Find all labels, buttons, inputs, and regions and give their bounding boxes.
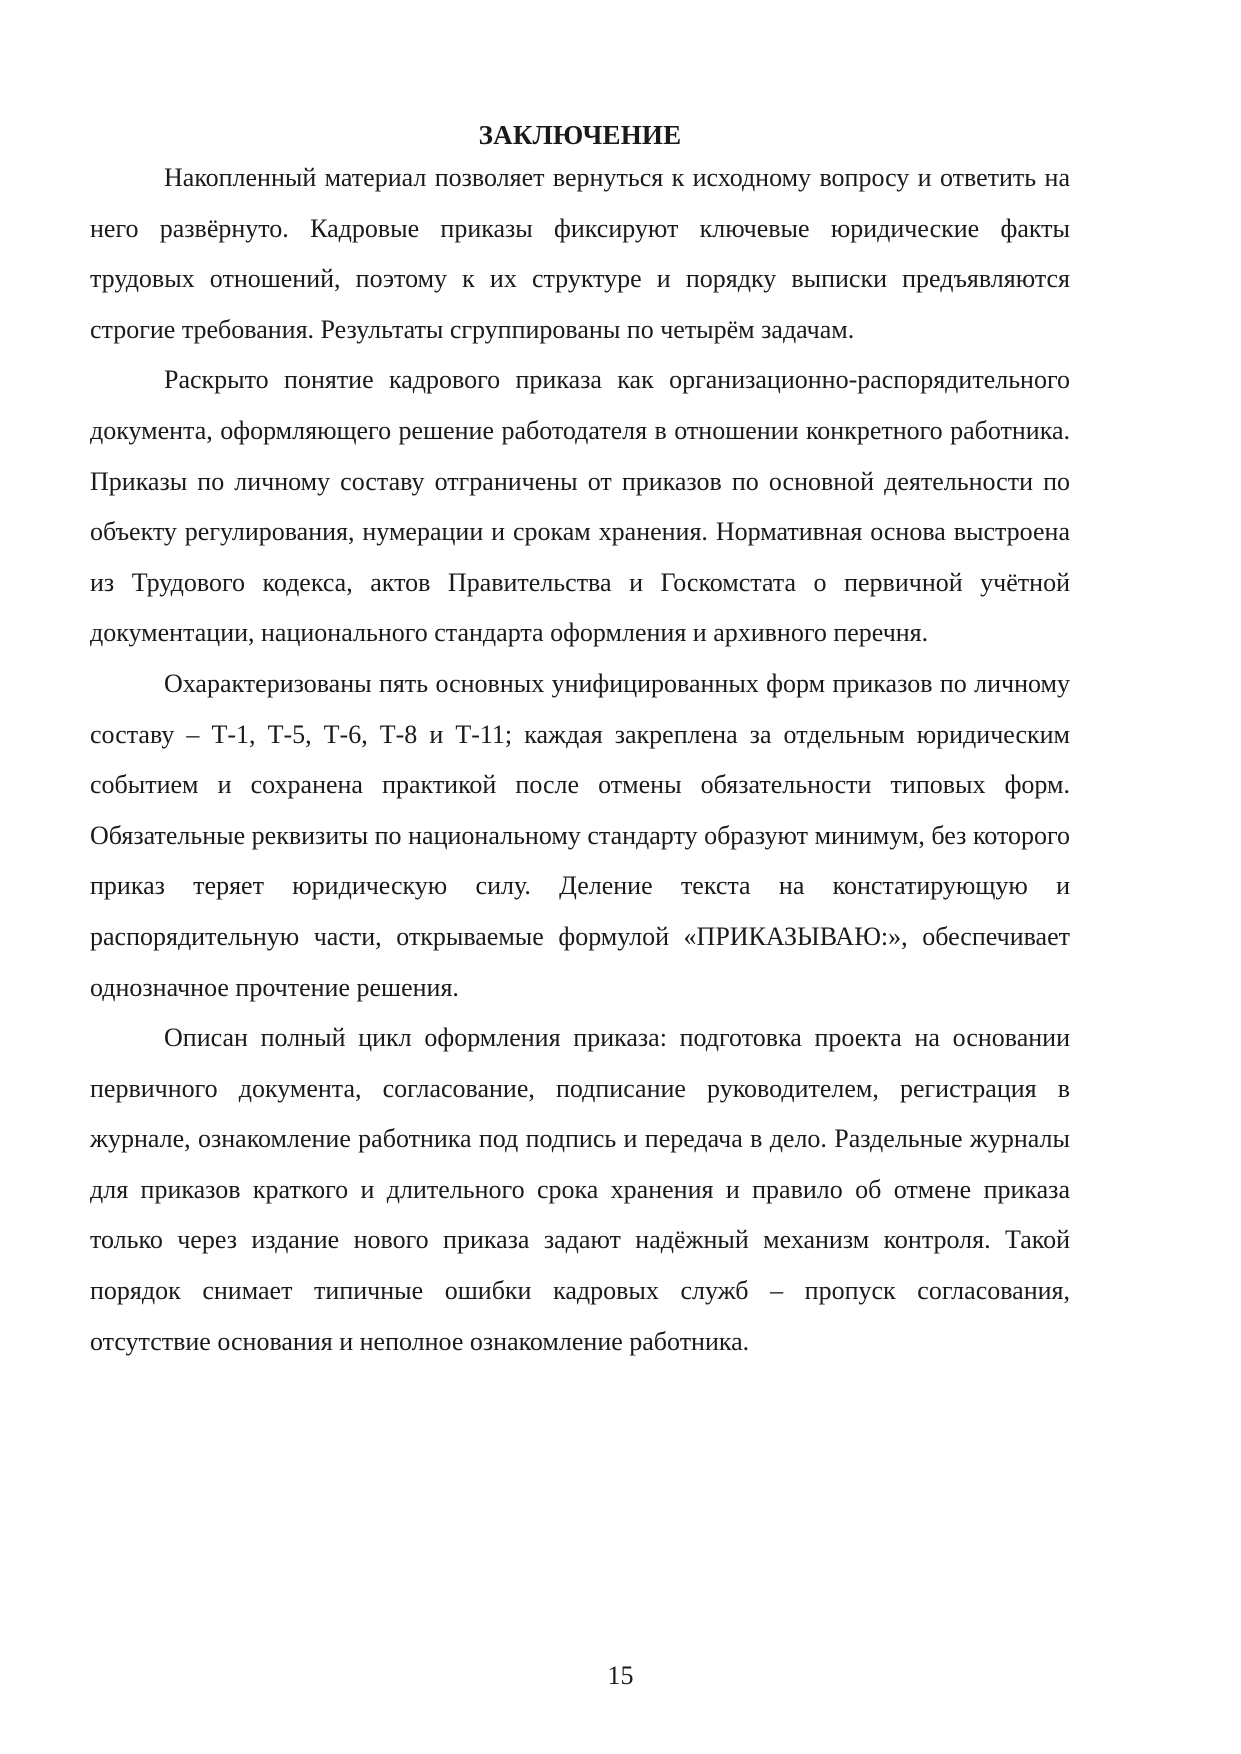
paragraph-forms: Охарактеризованы пять основных унифицированных форм приказов по личному составу – Т-1, Т-5, Т-6, Т-8 и Т-11; каждая закреплена за отдельным юридическим событием и сохранена практикой после отмены обязательности типовых форм. Обязательные реквизиты по национальному стандарту образуют минимум, без которого приказ теряет юридическую силу. Деление текста на констатирующую и распорядительную части, открываемые формулой «ПРИКАЗЫВАЮ:», обеспечивает однозначное прочтение решения. [90,668,1070,1002]
paragraph-concept: Раскрыто понятие кадрового приказа как организационно-распорядительного документа, оформляющего решение работодателя в отношении конкретного работника. Приказы по личному составу отграничены от приказов по основной деятельности по объекту регулирования, нумерации и срокам хранения. Нормативная основа выстроена из Трудового кодекса, актов Правительства и Госкомстата о первичной учётной документации, национального стандарта оформления и архивного перечня. [90,365,1070,648]
page-number: 15 [607,1661,634,1690]
page-title: ЗАКЛЮЧЕНИЕ [478,120,682,150]
document-page [90,118,1070,1367]
paragraph-cycle: Описан полный цикл оформления приказа: подготовка проекта на основании первичного документа, согласование, подписание руководителем, регистрация в журнале, ознакомление работника под подпись и передача в дело. Раздельные журналы для приказов краткого и длительного срока хранения и правило об отмене приказа только через издание нового приказа задают надёжный механизм контроля. Такой порядок снимает типичные ошибки кадровых служб – пропуск согласования, отсутствие основания и неполное ознакомление работника. [90,1023,1070,1356]
paragraph-intro: Накопленный материал позволяет вернуться к исходному вопросу и ответить на него развёрнуто. Кадровые приказы фиксируют ключевые юридические факты трудовых отношений, поэтому к их структуре и порядку выписки предъявляются строгие требования. Результаты сгруппированы по четырём задачам. [90,163,1070,344]
